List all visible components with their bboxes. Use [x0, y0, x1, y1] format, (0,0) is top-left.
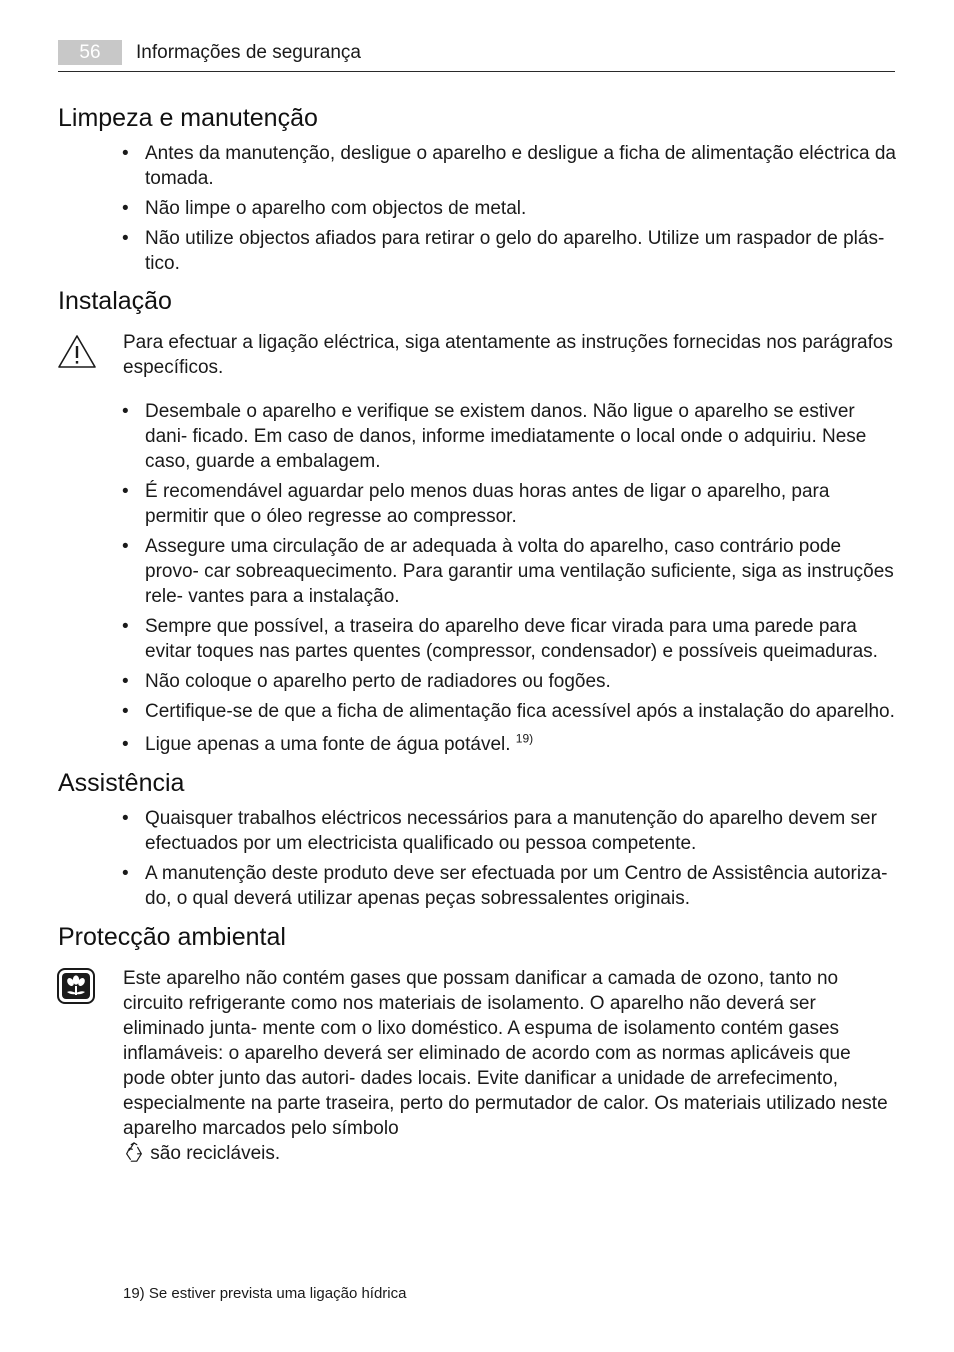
list-item: • Não limpe o aparelho com objectos de metal. — [122, 198, 527, 219]
heading-assistencia: Assistência — [58, 769, 185, 797]
page-number: 56 — [58, 40, 122, 65]
list-item: • Assegure uma circulação de ar adequada à volta do aparelho, caso contrário pode provo- car sobreaquecimento. Para garantir uma ventilação suficiente, siga as instruções rele- vantes para a instalação. — [122, 536, 894, 607]
list-item: • Ligue apenas a uma fonte de água potável. $^{19)}$ — [122, 731, 534, 755]
header-title: Informações de segurança — [136, 42, 361, 63]
warning-triangle-icon — [57, 334, 97, 370]
list-item: • Antes da manutenção, desligue o aparelho e desligue a ficha de alimentação eléctrica da tomada. — [122, 143, 897, 189]
list-item: • A manutenção deste produto deve ser efectuada por um Centro de Assistência autoriza- do, o qual deverá utilizar apenas peças sobressalentes originais. — [122, 863, 888, 909]
list-item: • Certifique-se de que a ficha de alimentação fica acessível após a instalação do aparelho. — [122, 701, 895, 722]
heading-proteccao: Protecção ambiental — [58, 923, 286, 951]
list-item: • É recomendável aguardar pelo menos duas horas antes de ligar o aparelho, para permitir que o óleo regresse ao compressor. — [122, 481, 830, 527]
list-limpeza — [0, 141, 897, 281]
list-assistencia — [0, 806, 897, 916]
list-instalacao — [0, 399, 897, 762]
list-item: • Não coloque o aparelho perto de radiadores ou fogões. — [122, 671, 611, 692]
recycle-icon — [123, 1141, 145, 1163]
heading-instalacao: Instalação — [58, 287, 172, 315]
warning-text: Para efectuar a ligação eléctrica, siga atentamente as instruções fornecidas nos parágrafos específicos. — [123, 332, 893, 378]
list-item: • Não utilize objectos afiados para retirar o gelo do aparelho. Utilize um raspador de plás- tico. — [122, 228, 885, 274]
page-header — [58, 38, 895, 72]
environment-flower-icon — [57, 968, 95, 1004]
heading-limpeza: Limpeza e manutenção — [58, 104, 318, 132]
list-item: • Quaisquer trabalhos eléctricos necessários para a manutenção do aparelho devem ser efectuados por um electricista qualificado ou pessoa competente. — [122, 808, 877, 854]
list-item: • Sempre que possível, a traseira do aparelho deve ficar virada para uma parede para evitar toques nas partes quentes (compressor, condensador) e possíveis queimaduras. — [122, 616, 878, 662]
footnote: 19) Se estiver prevista uma ligação hídrica — [123, 1285, 407, 1302]
footnote-ref: 19) — [515, 731, 534, 746]
list-item: • Desembale o aparelho e verifique se existem danos. Não ligue o aparelho se estiver dani- ficado. Em caso de danos, informe imediatamente o local onde o adquiriu. Nese caso, guarde a embalagem. — [122, 401, 867, 472]
environment-text: Este aparelho não contém gases que possam danificar a camada de ozono, tanto no circuito refrigerante como nos materiais de isolamento. O aparelho não deverá ser eliminado junta- mente com o lixo doméstico. A espuma de isolamento contém gases inflamáveis: o aparelho deverá ser eliminado de acordo com as normas aplicáveis que pode obter junto das autori- dades locais. Evite danificar a unidade de arrefecimento, especialmente na parte traseira, perto do permutador de calor. Os materiais utilizado neste aparelho marcados pelo símbolo são recicláveis. — [123, 968, 888, 1164]
